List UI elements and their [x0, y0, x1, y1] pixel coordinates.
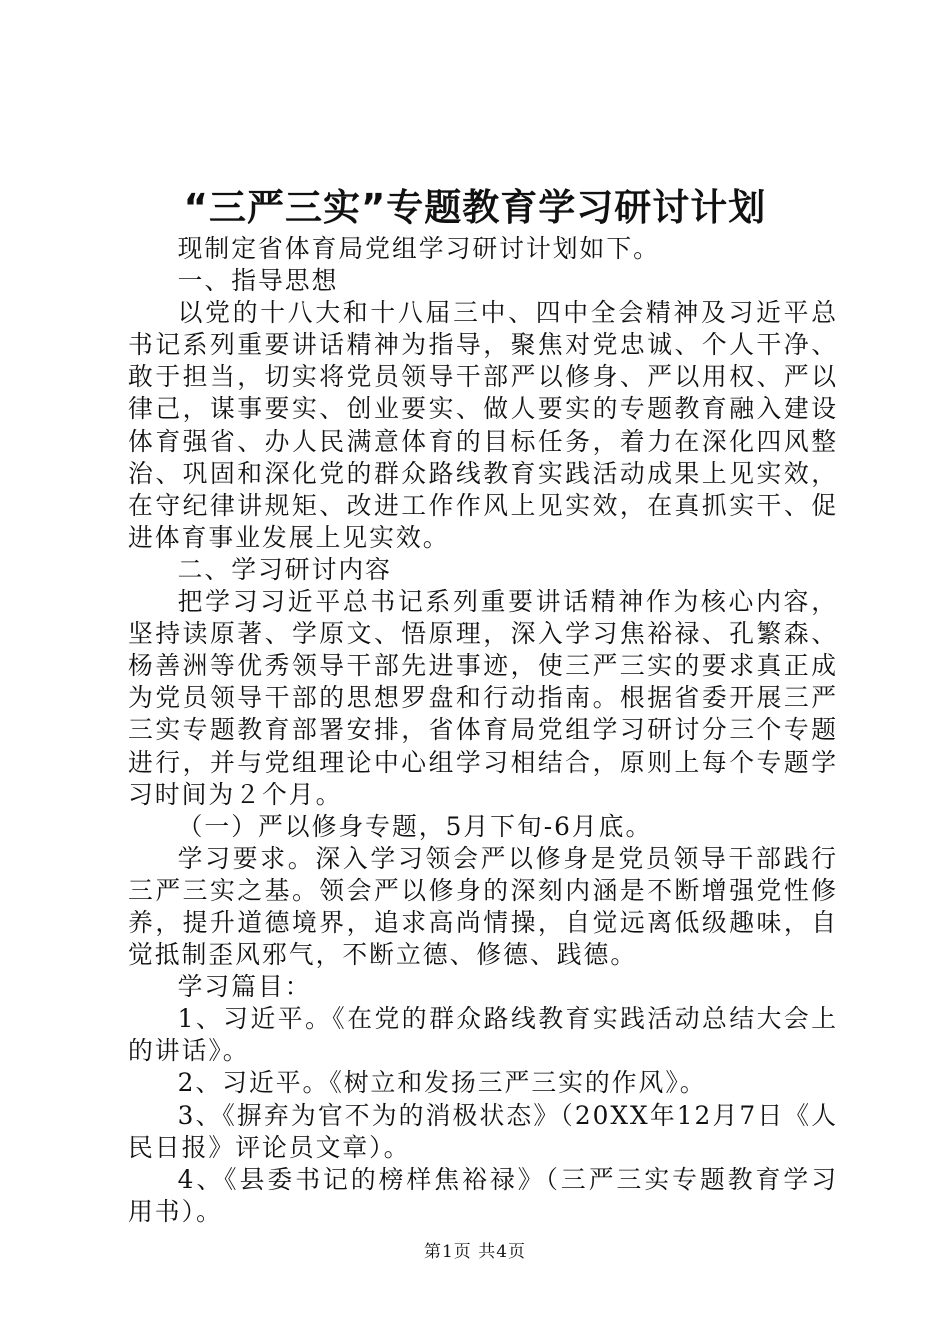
reading-list-item: 1、习近平。《在党的群众路线教育实践活动总结大会上的讲话》。 [128, 1004, 838, 1066]
paragraph-guiding-ideology: 以党的十八大和十八届三中、四中全会精神及习近平总书记系列重要讲话精神为指导，聚焦对党忠诚、个人干净、敢于担当，切实将党员领导干部严以修身、严以用权、严以律己，谋事要实、创业要实、做人要实的专题教育融入建设体育强省、办人民满意体育的目标任务，着力在深化四风整治、巩固和深化党的群众路线教育实践活动成果上见实效，在守纪律讲规矩、改进工作作风上见实效，在真抓实干、促进体育事业发展上见实效。 [128, 298, 838, 552]
page-number-footer: 第1页 共4页 [423, 1242, 527, 1262]
reading-list-item: 4、《县委书记的榜样焦裕禄》（三严三实专题教育学习用书）。 [128, 1164, 838, 1226]
section-heading-study-content: 二、学习研讨内容 [177, 554, 392, 584]
paragraph-study-content: 把学习习近平总书记系列重要讲话精神作为核心内容，坚持读原著、学原文、悟原理，深入学习焦裕禄、孔繁森、杨善洲等优秀领导干部先进事迹，使三严三实的要求真正成为党员领导干部的思想罗盘和行动指南。根据省委开展三严三实专题教育部署安排，省体育局党组学习研讨分三个专题进行，并与党组理论中心组学习相结合，原则上每个专题学习时间为２个月。 [128, 587, 838, 809]
subsection-heading-self-cultivation: （一）严以修身专题，5月下旬-6月底。 [177, 811, 653, 841]
document-title: “三严三实”专题教育学习研讨计划 [183, 186, 767, 229]
reading-list-item: 2、习近平。《树立和发扬三严三实的作风》。 [177, 1068, 707, 1098]
document-body [128, 233, 838, 1228]
reading-list-item: 3、《摒弃为官不为的消极状态》（20XX年12月7日《人民日报》评论员文章）。 [128, 1100, 838, 1162]
reading-list-heading: 学习篇目： [177, 972, 312, 1002]
intro-paragraph: 现制定省体育局党组学习研讨计划如下。 [177, 234, 660, 263]
paragraph-study-requirements: 学习要求。深入学习领会严以修身是党员领导干部践行三严三实之基。领会严以修身的深刻内涵是不断增强党性修养，提升道德境界，追求高尚情操，自觉远离低级趣味，自觉抵制歪风邪气，不断立德、修德、践德。 [128, 843, 838, 970]
section-heading-guiding-ideology: 一、指导思想 [177, 266, 339, 296]
